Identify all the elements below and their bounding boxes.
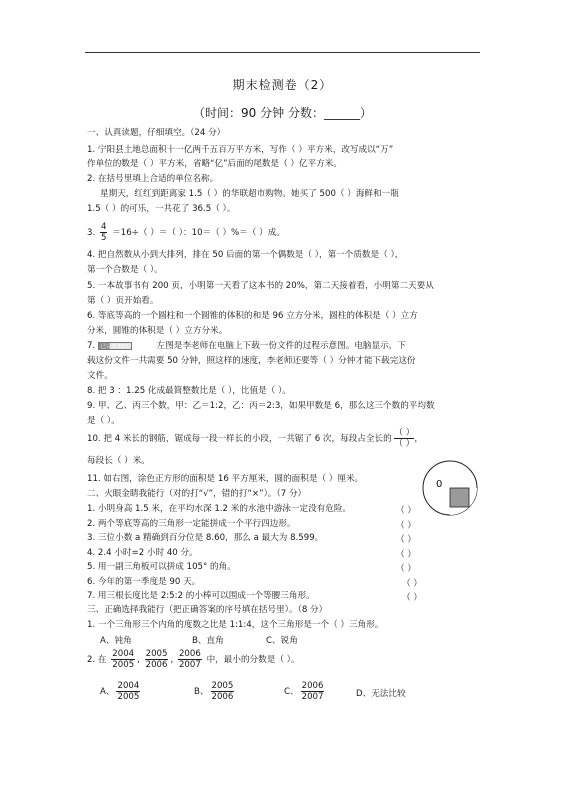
choice-2-option-a	[100, 680, 142, 704]
question-5-line-1: 5. 一本故事书有 200 页，小明第一天看了这本书的 20%，第二天接着看，小明第二天要从	[87, 281, 434, 291]
fraction-denominator: 2006	[145, 660, 168, 670]
option-label: B、	[194, 687, 209, 697]
choice-2-fraction-3	[178, 649, 202, 670]
choice-2-label: 2. 在	[87, 655, 107, 665]
question-6-line-1: 6. 等底等高的一个圆柱和一个圆锥的体积的和是 96 立方分米，圆柱的体积是（ ）立方	[87, 311, 418, 321]
fraction-denominator: 2005	[117, 692, 140, 702]
judge-2: 2. 两个等底等高的三角形一定能拼成一个平行四边形。	[87, 519, 296, 529]
question-5-line-2: 第（ ）页开始看。	[87, 296, 159, 306]
question-6-line-2: 分米，圆锥的体积是（ ）立方分米。	[87, 326, 228, 336]
fraction-denominator: 2006	[211, 692, 234, 702]
question-8: 8. 把 3 ：1.25 化成最简整数比是（ ），比值是（ ）。	[87, 386, 291, 396]
question-11: 11. 如右图，涂色正方形的面积是 16 平方厘米，圆的面积是（ ）厘米。	[87, 474, 364, 484]
question-10-line-2: 每段长（ ）米。	[87, 456, 150, 466]
choice-1-option-b: B、直角	[192, 636, 224, 646]
question-7-text: 左图是李老师在电脑上下载一份文件的过程示意图。电脑显示，下	[156, 341, 406, 351]
fraction-numerator: 2006	[301, 681, 324, 691]
question-4-line-2: 第一个合数是（ ）。	[87, 265, 163, 275]
section-2-heading: 二、火眼金睛我能行（对的打“√”，错的打“×”）。（7 分）	[87, 489, 307, 499]
choice-1-option-c: C、锐角	[266, 636, 298, 646]
option-label: C、	[284, 687, 299, 697]
question-2-line-1: 星期天，红红到距离家 1.5（ ）的华联超市购物。她买了 500（ ）海鲜和一瓶	[100, 189, 399, 199]
fraction-denominator: 2005	[112, 660, 135, 670]
choice-1: 1. 一个三角形三个内角的度数之比是 1:1:4，这个三角形是一个（ ）三角形。	[87, 620, 384, 630]
question-3-fraction	[100, 222, 107, 243]
judge-7: 7. 用三根长度比是 2:5:2 的小棒可以围成一个等腰三角形。	[87, 591, 315, 601]
option-fraction	[211, 681, 235, 702]
question-3	[87, 222, 285, 244]
question-3-text: ＝16÷（ ）＝（ ）：10＝（ ）%＝（ ）成。	[112, 228, 285, 238]
question-7-line-1	[87, 341, 406, 352]
fraction-numerator: 2005	[145, 649, 168, 659]
judge-6-answer: （ ）	[402, 579, 422, 589]
question-10-text: 10. 把 4 米长的钢筋，锯成每一段一样长的小段，一共锯了 6 次，每段占全长的	[87, 434, 392, 444]
fraction-numerator: 4	[100, 222, 107, 232]
question-1-line-2: 作单位的数是（ ）平方米，省略“亿”后面的尾数是（ ）亿平方米。	[87, 159, 342, 169]
fraction-denominator: 2007	[301, 692, 324, 702]
choice-2-text: 中，最小的分数是（ ）。	[206, 655, 300, 665]
choice-2-option-b	[194, 680, 236, 704]
question-7-label: 7.	[87, 341, 96, 351]
judge-1: 1. 小明身高 1.5 米，在平均水深 1.2 米的水池中游泳一定没有危险。	[87, 504, 352, 514]
blank-denominator: （ ）	[394, 439, 415, 449]
option-fraction	[301, 681, 325, 702]
page-subtitle: （时间：90 分钟 分数：______）	[193, 106, 372, 120]
question-2: 2. 在括号里填上合适的单位名称。	[87, 174, 219, 184]
question-2-line-2: 1.5（ ）的可乐，一共花了 36.5（ ）。	[87, 204, 236, 214]
shaded-square	[450, 488, 469, 507]
fraction-numerator: 2006	[178, 649, 201, 659]
page-title: 期末检测卷（2）	[232, 78, 333, 92]
question-3-label: 3.	[87, 228, 96, 238]
choice-2-option-c	[284, 680, 326, 704]
download-progress-bar	[98, 342, 132, 350]
choice-2: 2. 在 $\frac{2004}{2005}$ , $\frac{2005}{2006}$ , $\frac{2006}{2007}$ 中，最小的分数是（ ）。	[87, 649, 300, 670]
judge-6: 6. 今年的第一季度是 90 天。	[87, 577, 201, 587]
progress-label: 已完成36%	[100, 343, 130, 350]
judge-3-answer: （ ）	[396, 535, 416, 545]
choice-2-fraction-1	[111, 649, 135, 670]
question-9-line-1: 9. 甲、乙、丙三个数，甲：乙＝1:2，乙：丙＝2:3，如果甲数是 6，那么这三个数的平均数	[87, 401, 435, 411]
judge-5: 5. 用一副三角板可以拼成 105° 的角。	[87, 562, 236, 572]
question-4-line-1: 4. 把自然数从小到大排列，排在 50 后面的第一个偶数是（ ），第一个质数是（ ），	[87, 250, 404, 260]
fraction-numerator: 2005	[211, 681, 234, 691]
blank-numerator: （ ）	[394, 428, 415, 438]
judge-7-answer: （ ）	[402, 593, 422, 603]
choice-1-option-a: A、钝角	[100, 636, 132, 646]
fraction-denominator: 5	[100, 233, 107, 243]
judge-4: 4. 2.4 小时=2 小时 40 分。	[87, 548, 198, 558]
question-7-line-2: 载这份文件一共需要 50 分钟，照这样的速度，李老师还要等（ ）分钟才能下载完这份	[87, 356, 416, 366]
judge-3: 3. 三位小数 a 精确到百分位是 8.60，那么 a 最大为 8.599。	[87, 533, 324, 543]
section-1-heading: 一、认真读题，仔细填空。（24 分）	[87, 128, 226, 138]
judge-4-answer: （ ）	[396, 550, 416, 560]
option-fraction	[116, 681, 140, 702]
question-7-line-3: 文件。	[87, 371, 113, 381]
circle-square-figure	[420, 458, 480, 518]
judge-1-answer: （ ）	[396, 506, 416, 516]
question-10-line-1: 10. 把 4 米长的钢筋，锯成每一段一样长的小段，一共锯了 6 次，每段占全长的 $\frac{( )}{( )}$ ，	[87, 428, 423, 449]
center-label: 0	[436, 479, 443, 490]
fraction-denominator: 2007	[178, 660, 201, 670]
question-10-blank-fraction	[394, 428, 414, 449]
option-label: A、	[100, 687, 115, 697]
question-1-line-1: 1. 宁阳县土地总面积十一亿两千五百万平方米，写作（ ）平方米，改写成以“万”	[87, 145, 394, 155]
fraction-numerator: 2004	[117, 681, 140, 691]
header-rule	[85, 52, 480, 53]
question-9-line-2: 是（ ）。	[87, 416, 120, 426]
judge-2-answer: （ ）	[396, 521, 416, 531]
choice-2-fraction-2	[145, 649, 169, 670]
fraction-numerator: 2004	[112, 649, 135, 659]
choice-2-option-d: D、无法比较	[356, 689, 406, 699]
section-3-heading: 三、正确选择我能行（把正确答案的序号填在括号里）。（8 分）	[87, 605, 328, 615]
judge-5-answer: （ ）	[396, 564, 416, 574]
